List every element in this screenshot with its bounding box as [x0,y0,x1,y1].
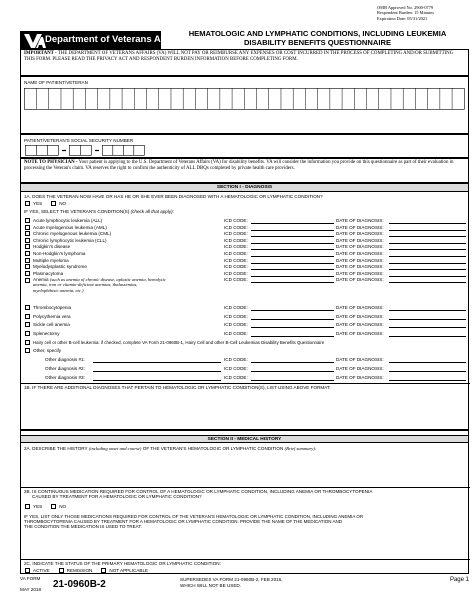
q2c-active-checkbox[interactable] [25,568,30,573]
condition-checkbox[interactable] [25,218,30,223]
q2b-line-1: 2B. IS CONTINUOUS MEDICATION REQUIRED FOR CONTROL OF A HEMATOLOGIC OR LYMPHATIC CONDITION, INCLUDING ANEMIA OR THROMBOCYTOPENIA [24,489,373,494]
icd-label: ICD CODE: [224,270,248,276]
icd-input[interactable] [251,327,334,328]
condition-label: Acute myelogenous leukemia (AML) [33,224,107,230]
condition-label: Multiple myeloma [33,257,69,263]
date-input[interactable] [389,327,466,328]
anemia-icd-label: ICD CODE: [224,277,248,282]
q2b-options [25,504,66,509]
other-diagnosis-row-2 [21,365,470,373]
q1b-text: 1B. IF THERE ARE ADDITIONAL DIAGNOSES THAT PERTAIN TO HEMATOLOGIC OR LYMPHATIC CONDITION(S), LIST USING ABOVE FORMAT: [24,385,331,390]
footer-date: MAY 2018 [20,587,42,592]
icd-label: ICD CODE: [224,231,248,237]
ifyes-note: (check all that apply): [130,209,174,214]
date-label: DATE OF DIAGNOSIS: [336,244,384,250]
condition-checkbox[interactable] [25,225,30,230]
date-label: DATE OF DIAGNOSIS: [336,330,384,336]
ssn-field-box [20,134,469,158]
condition-checkbox[interactable] [25,258,30,263]
other-diagnosis-label: Other diagnosis #2: [45,366,85,371]
condition-row-b1 [21,313,470,321]
condition-label: Chronic lymphocytic leukemia (CLL) [33,237,107,243]
date-label: DATE OF DIAGNOSIS: [336,322,384,328]
q2a-text [24,446,316,451]
q2c-remission-label: REMISSION [66,568,93,573]
footer-page: Page 1 [449,577,469,583]
anemia-note-2: anemia, iron or vitamin-deficient anemias, thalassemias, [33,282,138,288]
other-specify-label: Other, specify [33,348,62,353]
date-input[interactable] [389,319,466,320]
icd-input[interactable] [251,371,334,372]
date-input[interactable] [389,362,466,363]
condition-checkbox[interactable] [25,238,30,243]
other-diagnosis-input[interactable] [93,371,221,372]
date-label: DATE OF DIAGNOSIS: [336,224,384,230]
anemia-label: Anemia [33,277,49,282]
q2b-line-2: CAUSED BY TREATMENT FOR A HEMATOLOGIC OR LYMPHATIC CONDITION? [32,494,202,500]
condition-label: Non-Hodgkin's lymphoma [33,251,86,256]
other-diagnosis-label: Other diagnosis #3: [45,375,85,380]
anemia-date-input[interactable] [389,282,466,283]
anemia-note-3: myelophthisic anemia, etc.) [33,287,84,293]
condition-label: Splenectomy [33,330,60,336]
condition-label: Polycythemia vera [33,313,71,319]
icd-label: ICD CODE: [224,366,248,371]
q1a-options [25,201,66,206]
condition-label: Acute lymphocytic leukemia (ALL) [33,218,103,223]
q1a-text: 1A. DOES THE VETERAN NOW HAVE OR HAS HE OR SHE EVER BEEN DIAGNOSED WITH A HEMATOLOGIC OR LYMPHATIC CONDITION? [24,194,323,199]
ifyes-line [24,209,174,214]
condition-label: Plasmacytoma [33,270,64,276]
form-title [166,30,469,47]
date-label: DATE OF DIAGNOSIS: [336,375,384,380]
footer-va-form: VA FORM [20,576,41,581]
date-label: DATE OF DIAGNOSIS: [336,366,384,371]
ssn-input[interactable] [25,145,145,156]
date-label: DATE OF DIAGNOSIS: [336,305,384,310]
icd-label: ICD CODE: [224,224,248,230]
ifyes-text: IF YES, SELECT THE VETERAN'S CONDITION(S) [24,209,130,214]
condition-label: Hodgkin's disease [33,244,71,250]
q2b-ifyes-1: IF YES, LIST ONLY THOSE MEDICATIONS REQUIRED FOR CONTROL OF THE VETERAN'S HEMATOLOGIC OR LYMPHATIC CONDITION, INCLUDING ANEMIA OR [24,514,364,519]
anemia-icd-input[interactable] [251,282,334,283]
condition-checkbox[interactable] [25,264,30,269]
icd-label: ICD CODE: [224,257,248,263]
icd-label: ICD CODE: [224,305,248,310]
q2b-ifyes-3: THE CONDITION THE MEDICATION IS USED TO TREAT: [24,524,142,530]
other-diagnosis-input[interactable] [93,380,221,381]
icd-label: ICD CODE: [224,375,248,380]
date-label: DATE OF DIAGNOSIS: [336,264,384,270]
important-text: THE DEPARTMENT OF VETERANS AFFAIRS (VA) WILL NOT PAY OR REIMBURSE ANY EXPENSES OR COST INCURRED IN THE PROCESS OF COMPLETING AND/OR SUBMITTING THIS FORM. PLEASE READ THE PRIVACY ACT AND RESPONDENT BURDEN INFORMATION BEFORE COMPLETING FORM. [24,51,454,63]
anemia-text [33,277,233,293]
important-notice [20,49,469,76]
q2c-options [25,568,148,573]
date-label: DATE OF DIAGNOSIS: [336,218,384,223]
other-diagnosis-row-3 [21,374,470,382]
icd-label: ICD CODE: [224,237,248,243]
date-label: DATE OF DIAGNOSIS: [336,313,384,319]
date-label: DATE OF DIAGNOSIS: [336,231,384,237]
section-1 [20,183,469,430]
other-diagnosis-input[interactable] [93,362,221,363]
q2a-prefix: 2A. DESCRIBE THE HISTORY [24,446,88,451]
icd-label: ICD CODE: [224,264,248,270]
q2b-yes-label: YES [33,504,43,509]
q2b-no-label: NO [59,504,67,509]
q1b-input[interactable] [24,392,467,430]
note-text: Your patient is applying to the U.S. Department of Veterans Affairs (VA) for disability benefits. VA will consider the information you provide on this questionnaire as part of their evaluation in processing the Veteran's claim. VA reserves the right to confirm the authenticity of ALL DBQs completed by private health care providers. [24,160,454,172]
q2b-text [24,489,372,500]
q2b-input[interactable] [24,531,467,559]
q2a-mid: OF THE VETERAN'S HEMATOLOGIC OR LYMPHATIC CONDITION [142,446,284,451]
icd-input[interactable] [251,310,334,311]
q2a-italic: (including onset and course) [88,446,142,451]
footer-supersedes-1: SUPERSEDES VA FORM 21-0960B-2, FEB 2015, [180,577,283,582]
title-line-2: DISABILITY BENEFITS QUESTIONNAIRE [243,37,392,47]
section-2-title: SECTION II - MEDICAL HISTORY [21,435,468,443]
date-label: DATE OF DIAGNOSIS: [336,237,384,243]
omb-info [377,5,469,21]
icd-label: ICD CODE: [224,251,248,256]
omb-line-2: Respondent Burden: 15 Minutes [377,10,434,16]
q2b-no-checkbox[interactable] [51,504,56,509]
date-input[interactable] [389,371,466,372]
icd-label: ICD CODE: [224,313,248,319]
icd-input[interactable] [251,336,334,337]
note-label: NOTE TO PHYSICIAN - [24,160,78,165]
q2a-suffix: (Brief summary): [284,446,317,451]
date-label: DATE OF DIAGNOSIS: [336,270,384,276]
omb-line-3: Expiration Date: 05/31/2021 [377,15,428,21]
date-label: DATE OF DIAGNOSIS: [336,257,384,263]
condition-checkbox[interactable] [25,231,30,236]
condition-label: Thrombocytopenia [33,305,72,310]
condition-label: Chronic myelogenous leukemia (CML) [33,231,112,237]
q1a-no-label: NO [59,201,67,206]
date-label: DATE OF DIAGNOSIS: [336,251,384,256]
omb-line-1: OMB Approved No. 2900-0779 [377,5,434,10]
hairy-cell-checkbox[interactable] [25,340,30,345]
q1a-yes-checkbox[interactable] [25,201,30,206]
other-specify-checkbox[interactable] [25,348,30,353]
icd-input[interactable] [251,319,334,320]
footer [20,576,469,598]
condition-row-b2 [21,321,470,329]
icd-input[interactable] [251,380,334,381]
other-diagnosis-label: Other diagnosis #1: [45,357,85,362]
hairy-cell-row [25,340,324,345]
anemia-note-1: (such as anemia of chronic disease, aplastic anemia, hemolytic [49,277,166,282]
date-label: DATE OF DIAGNOSIS: [336,357,384,362]
condition-label: Sickle cell anemia [33,322,70,328]
date-input[interactable] [389,336,466,337]
q2c-text: 2C. INDICATE THE STATUS OF THE PRIMARY HEMATOLOGIC OR LYMPHATIC CONDITION: [24,561,221,566]
anemia-row [21,276,470,302]
condition-checkbox[interactable] [25,322,30,327]
name-label: NAME OF PATIENT/VETERAN [24,80,88,85]
icd-label: ICD CODE: [224,322,248,328]
footer-supersedes-2: WHICH WILL NOT BE USED. [180,583,242,588]
icd-label: ICD CODE: [224,244,248,250]
icd-label: ICD CODE: [224,330,248,336]
ssn-label: PATIENT/VETERAN'S SOCIAL SECURITY NUMBER [24,138,134,143]
condition-checkbox[interactable] [25,244,30,249]
condition-checkbox[interactable] [25,331,30,336]
hairy-cell-label: Hairy cell or other B-cell leukemia: if checked, complete VA Form 21-0960B-1, Hairy Cell and other B-Cell Leukemias Disability Benefits Questionnaire [33,340,325,345]
q1a-no-checkbox[interactable] [51,201,56,206]
anemia-checkbox[interactable] [25,278,30,283]
condition-row-b0 [21,304,470,312]
q2a-input[interactable] [24,453,467,485]
agency-name: Department of Veterans Affairs [45,34,185,45]
name-input[interactable] [24,88,465,110]
section-2 [20,430,469,574]
q1a-yes-label: YES [33,201,43,206]
date-input[interactable] [389,310,466,311]
q2b-yes-checkbox[interactable] [25,504,30,509]
q2c-na-checkbox[interactable] [101,568,106,573]
icd-label: ICD CODE: [224,218,248,223]
other-specify-row [25,348,61,353]
date-input[interactable] [389,380,466,381]
q2b-ifyes [24,514,363,530]
important-label: IMPORTANT - [24,51,57,56]
icd-input[interactable] [251,362,334,363]
anemia-date-label: DATE OF DIAGNOSIS: [336,277,384,282]
q2c-active-label: ACTIVE [33,568,50,573]
condition-checkbox[interactable] [25,305,30,310]
condition-checkbox[interactable] [25,251,30,256]
note-to-physician [20,158,469,183]
condition-label: Myelodysplastic syndrome [33,264,87,270]
icd-label: ICD CODE: [224,357,248,362]
name-field-box [20,76,469,134]
section-1-title: SECTION I - DIAGNOSIS [21,184,468,192]
q2c-remission-checkbox[interactable] [59,568,64,573]
title-line-1: HEMATOLOGIC AND LYMPHATIC CONDITIONS, INCLUDING LEUKEMIA [188,29,447,38]
footer-form-number: 21-0960B-2 [53,579,106,590]
condition-checkbox[interactable] [25,314,30,319]
q2b-ifyes-2: THROMBOCYTOPENIA CAUSED BY TREATMENT FOR A HEMATOLOGIC OR LYMPHATIC CONDITION. PROVIDE THE NAME OF THE MEDICATION AND [24,519,343,525]
q2c-na-label: NOT APPLICABLE [109,568,149,573]
condition-row-b3 [21,330,470,338]
va-logo-bar [20,31,185,50]
other-diagnosis-row-1 [21,356,470,364]
